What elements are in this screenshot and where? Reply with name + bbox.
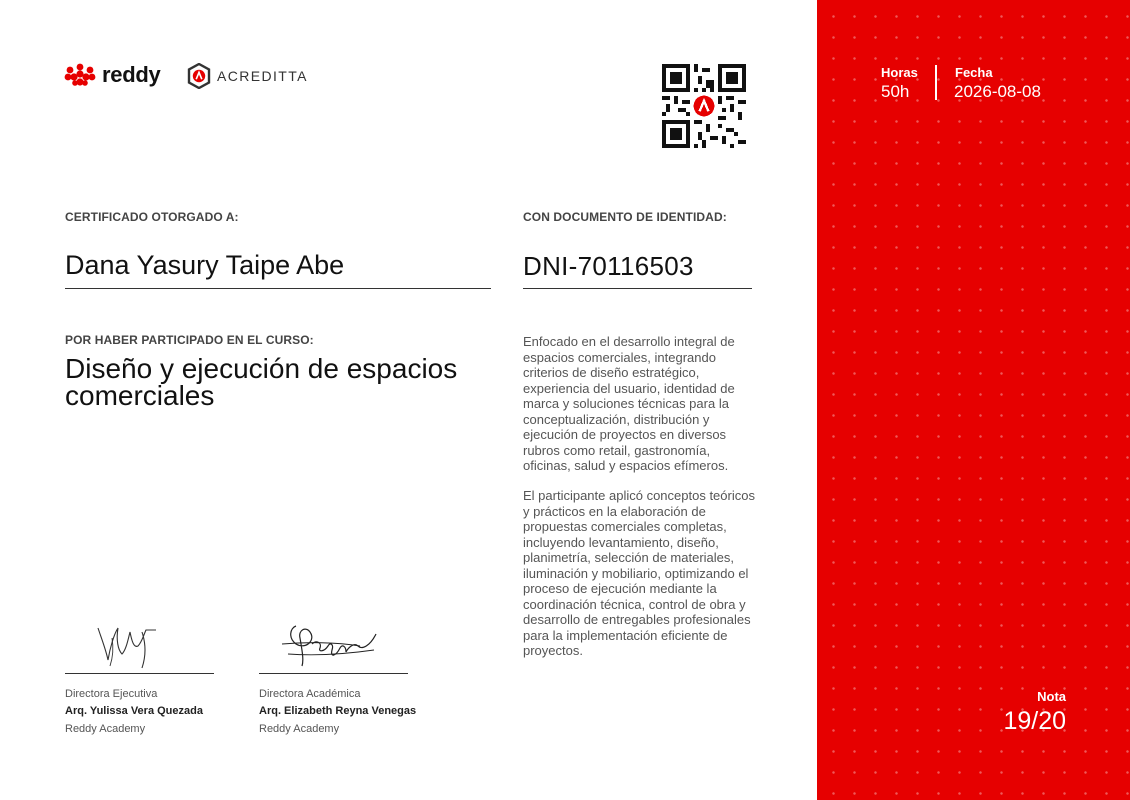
hours-value: 50h [881,82,910,101]
signature-image-executive [92,620,164,672]
reddy-logo [64,62,160,88]
signature-name-executive: Arq. Yulissa Vera Quezada [65,705,203,717]
date-label: Fecha [955,65,993,80]
description-paragraph-1: Enfocado en el desarrollo integral de espacios comerciales, integrando criterios de diseño estratégico, experiencia del usuario, identidad de marca y soluciones técnicas para la conceptualización, distribución y ejecución de proyectos en diversos rubros como retail, gastronomía, oficinas, salud y espacios efímeros. [523,334,735,473]
grade-value: 19/20 [1003,707,1066,735]
recipient-name: Dana Yasury Taipe Abe [65,250,345,280]
signature-org-executive: Reddy Academy [65,723,146,735]
reddy-wordmark: reddy [102,62,161,87]
signature-role-executive: Directora Ejecutiva [65,688,158,700]
acreditta-logo [186,63,308,89]
course-title: Diseño y ejecución de espacios comerciales [65,353,458,411]
signature-org-academic: Reddy Academy [259,723,340,735]
date-value: 2026-08-08 [954,82,1041,101]
acreditta-wordmark: ACREDITTA [217,68,308,84]
acreditta-logo-icon [186,63,212,89]
side-panel [817,0,1130,800]
description-paragraph-2: El participante aplicó conceptos teóricos y prácticos en la elaboración de propuestas comerciales completas, incluyendo levantamiento, diseño, planimetría, selección de materiales, iluminación y mobiliario, optimizando el proceso de ejecución mediante la coordinación técnica, control de obra y desarrollo de entregables profesionales para la implementación eficiente de proyectos. [523,488,755,658]
signature-image-academic [276,620,380,670]
reddy-logo-icon [64,62,96,88]
signature-line-executive [65,673,214,674]
identity-underline [523,288,752,289]
hours-label: Horas [881,65,918,80]
side-divider [935,65,937,100]
identity-label: CON DOCUMENTO DE IDENTIDAD: [523,210,727,224]
grade-label: Nota [1037,689,1066,704]
identity-value: DNI-70116503 [523,251,694,281]
qr-code [662,64,746,148]
signature-role-academic: Directora Académica [259,688,361,700]
signature-line-academic [259,673,408,674]
recipient-underline [65,288,491,289]
course-label: POR HABER PARTICIPADO EN EL CURSO: [65,333,314,347]
signature-name-academic: Arq. Elizabeth Reyna Venegas [259,705,417,717]
recipient-label: CERTIFICADO OTORGADO A: [65,210,239,224]
